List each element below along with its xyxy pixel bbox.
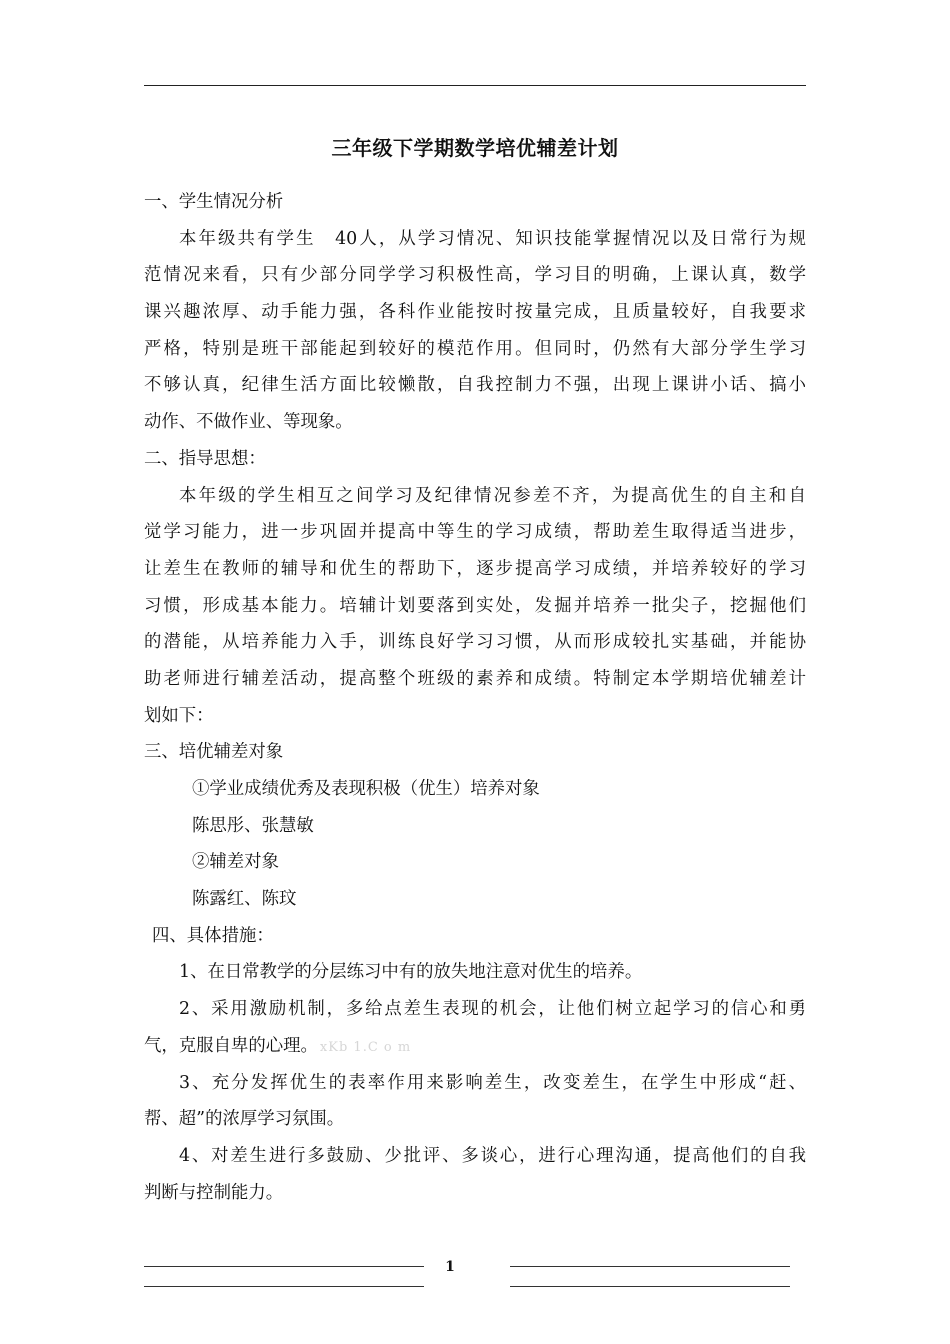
paragraph-line: 本年级共有学生 40人，从学习情况、知识技能掌握情况以及日常行为规	[179, 228, 806, 249]
list-item: 陈露红、陈玟	[192, 889, 297, 910]
paragraph-line: 划如下：	[144, 705, 214, 726]
footer-rule-right	[510, 1266, 790, 1267]
section-heading: 三、培优辅差对象	[144, 742, 284, 763]
section-heading: 四、具体措施：	[152, 925, 274, 946]
paragraph-line: 本年级的学生相互之间学习及纪律情况参差不齐，为提高优生的自主和自	[179, 485, 806, 506]
footer-rule-right-lower	[510, 1286, 790, 1287]
paragraph-line: 习惯，形成基本能力。培辅计划要落到实处，发掘并培养一批尖子，挖掘他们	[144, 595, 806, 616]
paragraph-line: 范情况来看，只有少部分同学学习积极性高，学习目的明确，上课认真，数学	[144, 265, 806, 286]
section-heading: 二、指导思想：	[144, 448, 266, 469]
page-number: 1	[445, 1259, 455, 1275]
paragraph-line: 课兴趣浓厚、动手能力强，各科作业能按时按量完成，且质量较好，自我要求	[144, 302, 806, 323]
paragraph-line: 不够认真，纪律生活方面比较懒散，自我控制力不强，出现上课讲小话、搞小	[144, 375, 806, 396]
document-body	[144, 184, 806, 1211]
watermark-text: xKb 1.C o m	[319, 1039, 412, 1055]
list-item: 陈思彤、张慧敏	[192, 815, 314, 836]
measure-item: 2、采用激励机制，多给点差生表现的机会，让他们树立起学习的信心和勇	[179, 999, 806, 1020]
section-heading: 一、学生情况分析	[144, 192, 284, 212]
paragraph-line: 让差生在教师的辅导和优生的帮助下，逐步提高学习成绩，并培养较好的学习	[144, 558, 806, 579]
measure-item-continuation	[144, 1028, 806, 1065]
paragraph-line: 严格，特别是班干部能起到较好的模范作用。但同时，仍然有大部分学生学习	[144, 338, 806, 359]
measure-item-continuation: 帮、超”的浓厚学习氛围。	[144, 1109, 345, 1130]
paragraph-line: 助老师进行辅差活动，提高整个班级的素养和成绩。特制定本学期培优辅差计	[144, 668, 806, 689]
footer-rule-left-lower	[144, 1286, 424, 1287]
list-item: ①学业成绩优秀及表现积极（优生）培养对象	[192, 779, 540, 799]
page-footer	[0, 1250, 950, 1310]
paragraph-line: 的潜能，从培养能力入手，训练良好学习习惯，从而形成较扎实基础，并能协	[144, 632, 806, 653]
measure-item: 1、在日常教学的分层练习中有的放失地注意对优生的培养。	[179, 962, 643, 983]
paragraph-line: 觉学习能力，进一步巩固并提高中等生的学习成绩，帮助差生取得适当进步，	[144, 522, 806, 543]
header-rule	[144, 85, 806, 86]
measure-text: 气，克服自卑的心理。	[144, 1035, 318, 1056]
paragraph-line: 动作、不做作业、等现象。	[144, 412, 353, 433]
footer-rule-left	[144, 1266, 424, 1267]
list-item: ②辅差对象	[192, 852, 279, 873]
measure-item: 4、对差生进行多鼓励、少批评、多谈心，进行心理沟通，提高他们的自我	[179, 1145, 806, 1166]
document-title: 三年级下学期数学培优辅差计划	[331, 136, 619, 160]
measure-item: 3、充分发挥优生的表率作用来影响差生，改变差生，在学生中形成“赶、	[179, 1072, 806, 1093]
measure-item-continuation: 判断与控制能力。	[144, 1182, 284, 1203]
